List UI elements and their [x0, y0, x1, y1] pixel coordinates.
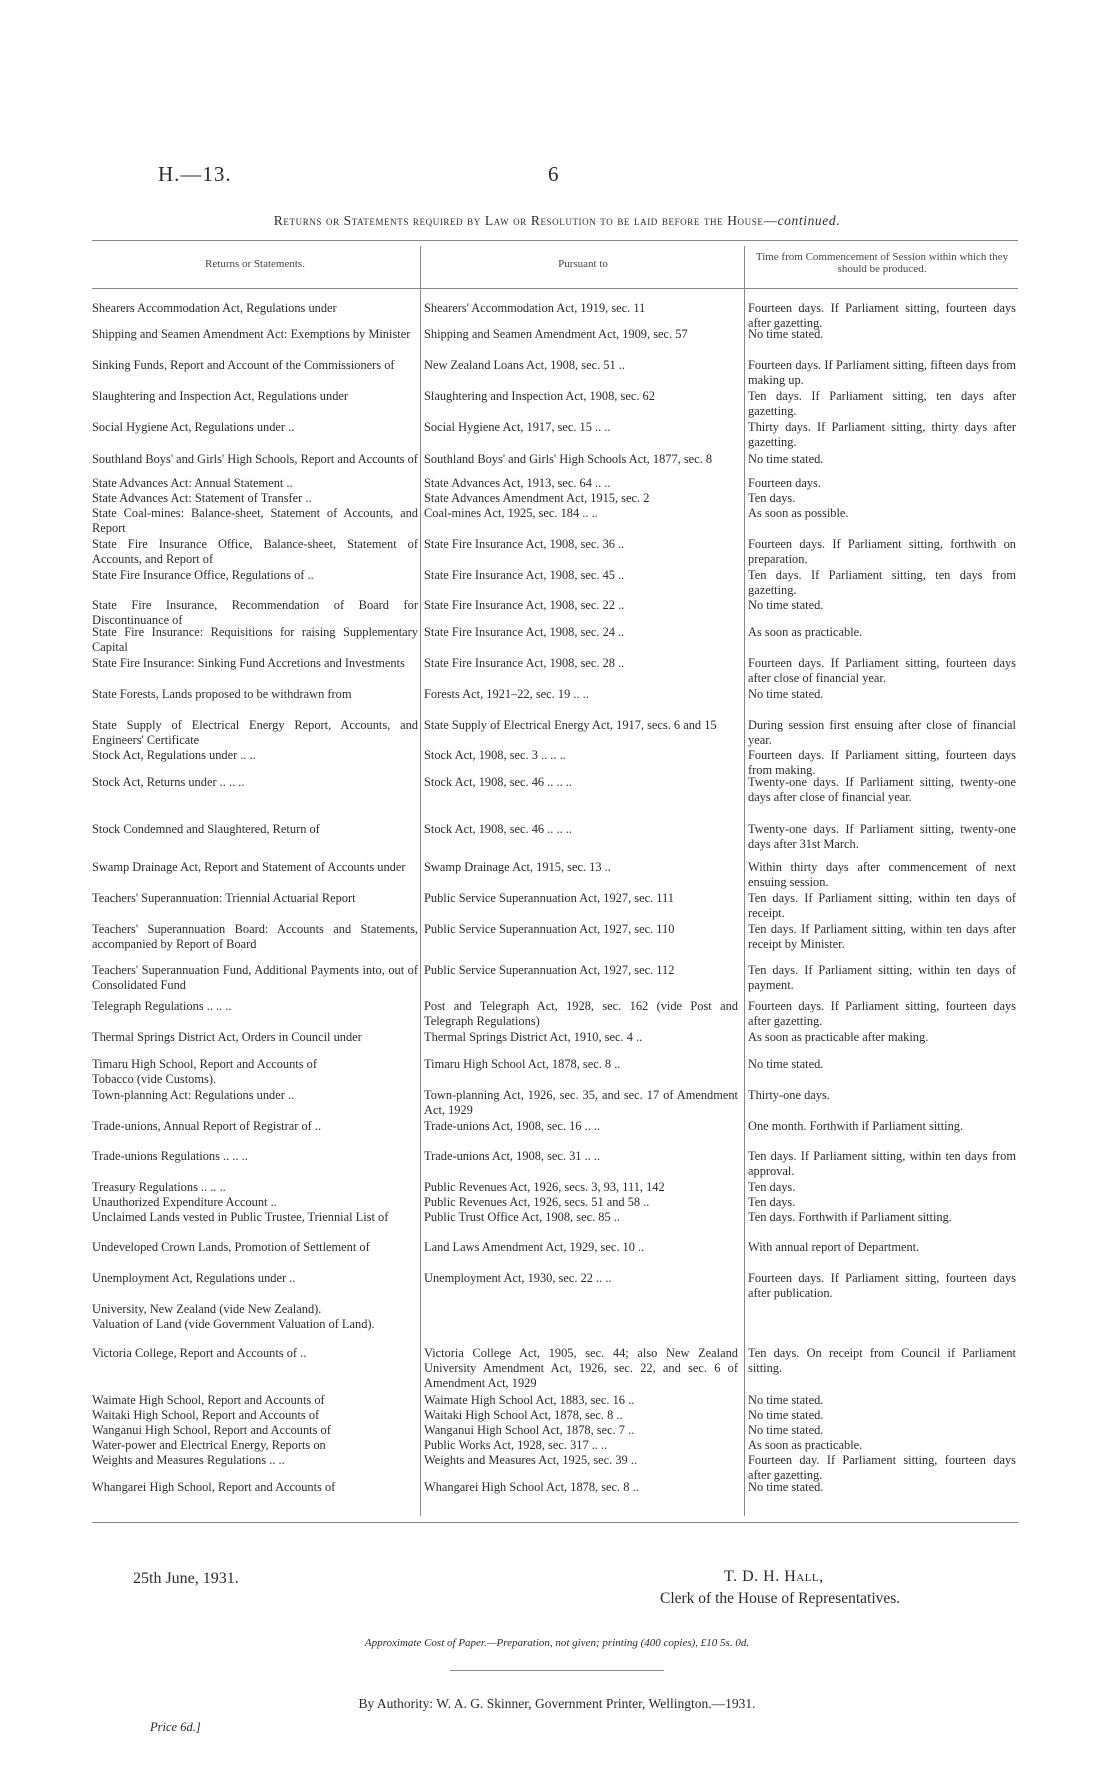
time-cell: No time stated.: [748, 1408, 824, 1422]
time-cell: Ten days. If Parliament sitting, within ten days of payment.: [748, 963, 1016, 992]
returns-cell: Unauthorized Expenditure Account ..: [92, 1195, 277, 1209]
returns-cell: State Forests, Lands proposed to be withdrawn from: [92, 687, 352, 701]
column-divider-2: [744, 246, 745, 1516]
pursuant-cell: Public Service Superannuation Act, 1927, sec. 111: [424, 891, 674, 905]
returns-cell: Waitaki High School, Report and Accounts of: [92, 1408, 320, 1422]
pursuant-cell: Land Laws Amendment Act, 1929, sec. 10 ..: [424, 1240, 645, 1254]
time-cell: Ten days. Forthwith if Parliament sitting.: [748, 1210, 952, 1224]
pursuant-cell: Waitaki High School Act, 1878, sec. 8 ..: [424, 1408, 623, 1422]
time-cell: No time stated.: [748, 1057, 824, 1071]
time-cell: Twenty-one days. If Parliament sitting, twenty-one days after close of financial year.: [748, 775, 1016, 804]
price-note: Price 6d.]: [150, 1720, 201, 1734]
title-suffix: continued.: [777, 213, 841, 228]
pursuant-cell: State Fire Insurance Act, 1908, sec. 28 ..: [424, 656, 625, 670]
cost-of-paper-note: Approximate Cost of Paper.—Preparation, not given; printing (400 copies), £10 5s. 0d.: [364, 1637, 750, 1649]
time-cell: Ten days. If Parliament sitting, within ten days of receipt.: [748, 891, 1016, 920]
time-cell: No time stated.: [748, 1423, 824, 1437]
pursuant-cell: Stock Act, 1908, sec. 46 .. .. ..: [424, 775, 572, 789]
pursuant-cell: Unemployment Act, 1930, sec. 22 .. ..: [424, 1271, 612, 1285]
pursuant-cell: Trade-unions Act, 1908, sec. 16 .. ..: [424, 1119, 601, 1133]
pursuant-cell: Forests Act, 1921–22, sec. 19 .. ..: [424, 687, 589, 701]
time-cell: As soon as possible.: [748, 506, 849, 520]
returns-cell: Weights and Measures Regulations .. ..: [92, 1453, 285, 1467]
returns-cell: University, New Zealand (vide New Zealand).: [92, 1302, 322, 1316]
pursuant-cell: New Zealand Loans Act, 1908, sec. 51 ..: [424, 358, 625, 372]
pursuant-cell: Weights and Measures Act, 1925, sec. 39 ..: [424, 1453, 638, 1467]
time-cell: Ten days. On receipt from Council if Parliament sitting.: [748, 1346, 1016, 1375]
returns-cell: Water-power and Electrical Energy, Reports on: [92, 1438, 326, 1452]
returns-cell: Shipping and Seamen Amendment Act: Exemptions by Minister: [92, 327, 411, 341]
returns-cell: State Advances Act: Statement of Transfer ..: [92, 491, 312, 505]
returns-cell: Valuation of Land (vide Government Valuation of Land).: [92, 1317, 375, 1331]
time-cell: Fourteen day. If Parliament sitting, fourteen days after gazetting.: [748, 1453, 1016, 1482]
pursuant-cell: Coal-mines Act, 1925, sec. 184 .. ..: [424, 506, 598, 520]
returns-cell: Shearers Accommodation Act, Regulations under: [92, 301, 337, 315]
returns-cell: Waimate High School, Report and Accounts of: [92, 1393, 325, 1407]
time-cell: Twenty-one days. If Parliament sitting, twenty-one days after 31st March.: [748, 822, 1016, 851]
time-cell: During session first ensuing after close of financial year.: [748, 718, 1016, 747]
pursuant-cell: Public Service Superannuation Act, 1927, sec. 110: [424, 922, 675, 936]
pursuant-cell: State Fire Insurance Act, 1908, sec. 36 ..: [424, 537, 625, 551]
returns-cell: Sinking Funds, Report and Account of the Commissioners of: [92, 358, 395, 372]
paper-reference: H.—13.: [158, 162, 232, 186]
time-cell: Fourteen days.: [748, 476, 821, 490]
time-cell: Ten days.: [748, 1180, 796, 1194]
returns-cell: Teachers' Superannuation: Triennial Actuarial Report: [92, 891, 356, 905]
returns-cell: Town-planning Act: Regulations under ..: [92, 1088, 295, 1102]
returns-cell: Undeveloped Crown Lands, Promotion of Settlement of: [92, 1240, 370, 1254]
time-cell: No time stated.: [748, 598, 824, 612]
pursuant-cell: Wanganui High School Act, 1878, sec. 7 ..: [424, 1423, 635, 1437]
time-cell: Fourteen days. If Parliament sitting, fourteen days after close of financial year.: [748, 656, 1016, 685]
time-cell: Within thirty days after commencement of next ensuing session.: [748, 860, 1016, 889]
pursuant-cell: Stock Act, 1908, sec. 46 .. .. ..: [424, 822, 572, 836]
returns-cell: Tobacco (vide Customs).: [92, 1072, 217, 1086]
returns-cell: Trade-unions, Annual Report of Registrar of ..: [92, 1119, 322, 1133]
returns-cell: State Fire Insurance, Recommendation of Board for Discontinuance of: [92, 598, 418, 627]
pursuant-cell: State Fire Insurance Act, 1908, sec. 22 ..: [424, 598, 625, 612]
returns-cell: State Fire Insurance Office, Balance-sheet, Statement of Accounts, and Report of: [92, 537, 418, 566]
returns-cell: State Coal-mines: Balance-sheet, Statement of Accounts, and Report: [92, 506, 418, 535]
pursuant-cell: Public Revenues Act, 1926, secs. 51 and 58 ..: [424, 1195, 650, 1209]
table-header-rule: [92, 288, 1018, 289]
pursuant-cell: State Advances Amendment Act, 1915, sec. 2: [424, 491, 650, 505]
signatory-name: T. D. H. Hall,: [724, 1568, 824, 1585]
time-cell: No time stated.: [748, 1393, 824, 1407]
pursuant-cell: Shipping and Seamen Amendment Act, 1909, sec. 57: [424, 327, 688, 341]
time-cell: As soon as practicable.: [748, 1438, 863, 1452]
pursuant-cell: Timaru High School Act, 1878, sec. 8 ..: [424, 1057, 621, 1071]
column-header-returns: Returns or Statements.: [205, 258, 305, 270]
returns-cell: State Fire Insurance: Sinking Fund Accretions and Investments: [92, 656, 405, 670]
pursuant-cell: Southland Boys' and Girls' High Schools Act, 1877, sec. 8: [424, 452, 713, 466]
time-cell: Fourteen days. If Parliament sitting, fourteen days from making.: [748, 748, 1016, 777]
returns-cell: Southland Boys' and Girls' High Schools, Report and Accounts of: [92, 452, 418, 466]
pursuant-cell: Thermal Springs District Act, 1910, sec. 4 ..: [424, 1030, 643, 1044]
returns-cell: Stock Act, Regulations under .. ..: [92, 748, 256, 762]
returns-cell: Thermal Springs District Act, Orders in Council under: [92, 1030, 362, 1044]
pursuant-cell: Post and Telegraph Act, 1928, sec. 162 (vide Post and Telegraph Regulations): [424, 999, 738, 1028]
time-cell: Ten days.: [748, 491, 796, 505]
returns-cell: Swamp Drainage Act, Report and Statement of Accounts under: [92, 860, 406, 874]
time-cell: No time stated.: [748, 1480, 824, 1494]
returns-cell: State Fire Insurance Office, Regulations of ..: [92, 568, 314, 582]
returns-cell: Teachers' Superannuation Board: Accounts and Statements, accompanied by Report of Board: [92, 922, 418, 951]
time-cell: Fourteen days. If Parliament sitting, fourteen days after publication.: [748, 1271, 1016, 1300]
returns-cell: Trade-unions Regulations .. .. ..: [92, 1149, 248, 1163]
returns-cell: Stock Condemned and Slaughtered, Return of: [92, 822, 320, 836]
returns-cell: Unclaimed Lands vested in Public Trustee, Triennial List of: [92, 1210, 389, 1224]
returns-cell: Slaughtering and Inspection Act, Regulations under: [92, 389, 349, 403]
column-divider-1: [420, 246, 421, 1516]
printer-authority: By Authority: W. A. G. Skinner, Government Printer, Wellington.—1931.: [358, 1696, 756, 1711]
pursuant-cell: Town-planning Act, 1926, sec. 35, and sec. 17 of Amendment Act, 1929: [424, 1088, 738, 1117]
returns-cell: Whangarei High School, Report and Accounts of: [92, 1480, 336, 1494]
time-cell: Fourteen days. If Parliament sitting, fourteen days after gazetting.: [748, 301, 1016, 330]
returns-cell: Timaru High School, Report and Accounts of: [92, 1057, 317, 1071]
returns-cell: Stock Act, Returns under .. .. ..: [92, 775, 245, 789]
time-cell: Fourteen days. If Parliament sitting, fifteen days from making up.: [748, 358, 1016, 387]
time-cell: With annual report of Department.: [748, 1240, 920, 1254]
column-header-pursuant: Pursuant to: [558, 258, 608, 270]
time-cell: No time stated.: [748, 687, 824, 701]
time-cell: One month. Forthwith if Parliament sitting.: [748, 1119, 964, 1133]
pursuant-cell: Social Hygiene Act, 1917, sec. 15 .. ..: [424, 420, 611, 434]
pursuant-cell: State Supply of Electrical Energy Act, 1917, secs. 6 and 15: [424, 718, 717, 732]
pursuant-cell: Stock Act, 1908, sec. 3 .. .. ..: [424, 748, 566, 762]
returns-cell: Telegraph Regulations .. .. ..: [92, 999, 232, 1013]
time-cell: Fourteen days. If Parliament sitting, forthwith on preparation.: [748, 537, 1016, 566]
returns-cell: Unemployment Act, Regulations under ..: [92, 1271, 296, 1285]
document-date: 25th June, 1931.: [133, 1570, 239, 1587]
pursuant-cell: State Advances Act, 1913, sec. 64 .. ..: [424, 476, 611, 490]
returns-cell: Teachers' Superannuation Fund, Additional Payments into, out of Consolidated Fund: [92, 963, 418, 992]
page-number: 6: [548, 162, 559, 186]
returns-cell: State Fire Insurance: Requisitions for raising Supplementary Capital: [92, 625, 418, 654]
pursuant-cell: Public Works Act, 1928, sec. 317 .. ..: [424, 1438, 608, 1452]
pursuant-cell: Public Service Superannuation Act, 1927, sec. 112: [424, 963, 675, 977]
time-cell: Ten days.: [748, 1195, 796, 1209]
pursuant-cell: Shearers' Accommodation Act, 1919, sec. 11: [424, 301, 646, 315]
pursuant-cell: Public Revenues Act, 1926, secs. 3, 93, 111, 142: [424, 1180, 665, 1194]
returns-cell: State Supply of Electrical Energy Report, Accounts, and Engineers' Certificate: [92, 718, 418, 747]
time-cell: Ten days. If Parliament sitting, within ten days after receipt by Minister.: [748, 922, 1016, 951]
time-cell: No time stated.: [748, 327, 824, 341]
returns-cell: Treasury Regulations .. .. ..: [92, 1180, 226, 1194]
pursuant-cell: State Fire Insurance Act, 1908, sec. 45 ..: [424, 568, 625, 582]
pursuant-cell: Waimate High School Act, 1883, sec. 16 ..: [424, 1393, 635, 1407]
time-cell: Ten days. If Parliament sitting, within ten days from approval.: [748, 1149, 1016, 1178]
pursuant-cell: Whangarei High School Act, 1878, sec. 8 ..: [424, 1480, 639, 1494]
pursuant-cell: Trade-unions Act, 1908, sec. 31 .. ..: [424, 1149, 601, 1163]
time-cell: As soon as practicable.: [748, 625, 863, 639]
column-header-time: Time from Commencement of Session within which they should be produced.: [755, 251, 1009, 275]
pursuant-cell: State Fire Insurance Act, 1908, sec. 24 ..: [424, 625, 625, 639]
time-cell: Ten days. If Parliament sitting, ten days from gazetting.: [748, 568, 1016, 597]
returns-cell: Victoria College, Report and Accounts of ..: [92, 1346, 307, 1360]
time-cell: Thirty-one days.: [748, 1088, 830, 1102]
page-title: [0, 213, 1114, 229]
time-cell: As soon as practicable after making.: [748, 1030, 929, 1044]
time-cell: Thirty days. If Parliament sitting, thirty days after gazetting.: [748, 420, 1016, 449]
title-main: Returns or Statements required by Law or Resolution to be laid before the House—: [273, 213, 778, 228]
table-bottom-rule: [92, 1522, 1018, 1523]
pursuant-cell: Public Trust Office Act, 1908, sec. 85 ..: [424, 1210, 620, 1224]
time-cell: No time stated.: [748, 452, 824, 466]
returns-cell: Social Hygiene Act, Regulations under ..: [92, 420, 295, 434]
returns-cell: Wanganui High School, Report and Accounts of: [92, 1423, 331, 1437]
time-cell: Fourteen days. If Parliament sitting, fourteen days after gazetting.: [748, 999, 1016, 1028]
pursuant-cell: Slaughtering and Inspection Act, 1908, sec. 62: [424, 389, 655, 403]
footer-rule: [450, 1670, 664, 1671]
returns-cell: State Advances Act: Annual Statement ..: [92, 476, 293, 490]
table-top-rule: [92, 240, 1018, 241]
pursuant-cell: Victoria College Act, 1905, sec. 44; also New Zealand University Amendment Act, 1926, sec. 22, and sec. 6 of Amendment Act, 1929: [424, 1346, 738, 1390]
time-cell: Ten days. If Parliament sitting, ten days after gazetting.: [748, 389, 1016, 418]
pursuant-cell: Swamp Drainage Act, 1915, sec. 13 ..: [424, 860, 611, 874]
signatory-role: Clerk of the House of Representatives.: [660, 1590, 901, 1607]
